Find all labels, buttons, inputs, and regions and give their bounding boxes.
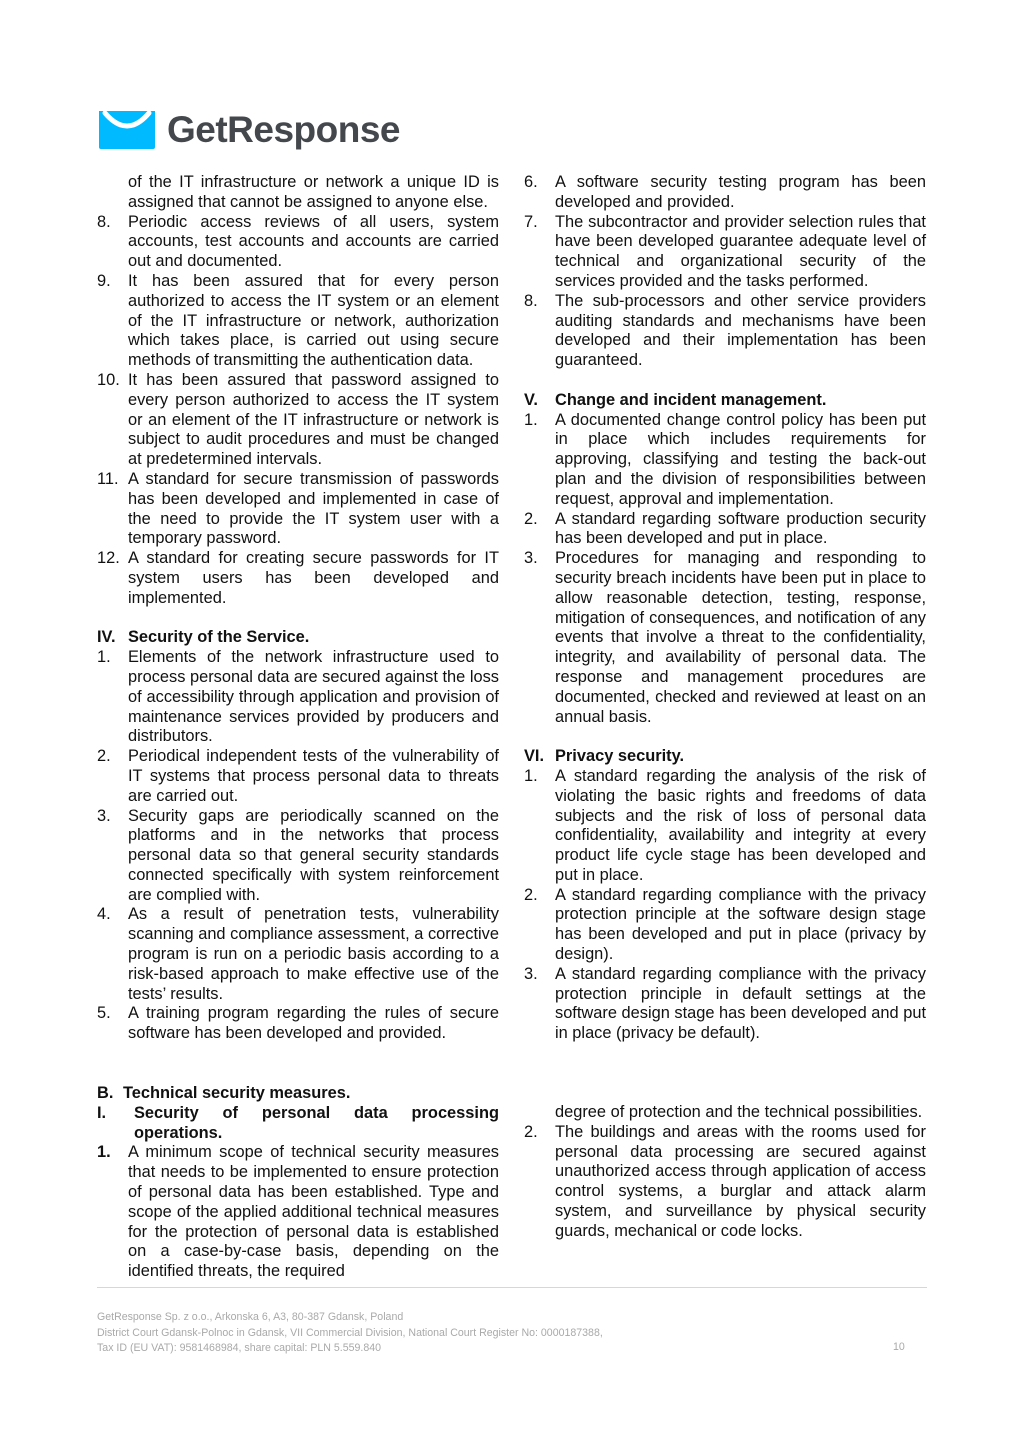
item-number: 2.	[524, 1122, 538, 1141]
section-number: V.	[524, 390, 538, 409]
item-number: 4.	[97, 905, 111, 924]
item-text: Elements of the network infrastructure used to process personal data are secured against the loss of accessibility through application and provision of maintenance services provided by producers and distributors.	[128, 648, 499, 746]
item-text: It has been assured that password assigned to every person authorized to access the IT system or an element of the IT infrastructure or network is subject to audit procedures and must be changed at predetermined intervals.	[128, 370, 499, 469]
footer-divider	[97, 1287, 927, 1288]
item-number: 1.	[524, 766, 538, 785]
list-item	[524, 1123, 926, 1242]
section-heading-b	[97, 1084, 499, 1104]
right-column	[524, 173, 926, 1044]
list-item	[524, 292, 926, 371]
list-item	[97, 272, 499, 371]
footer	[97, 1310, 603, 1357]
section-heading-i	[97, 1104, 499, 1144]
item-text: A standard regarding the analysis of the risk of violating the basic rights and freedoms of data subjects and the risk of loss of personal data confidentiality, availability and integrity at every product life cycle stage has been developed and put in place.	[555, 766, 926, 884]
list-item	[97, 648, 499, 747]
list-item	[97, 807, 499, 906]
page-number: 10	[893, 1341, 905, 1353]
item-number: 8.	[97, 212, 111, 231]
item-number: 7.	[524, 212, 538, 231]
brand-logo	[97, 108, 400, 152]
item-number: 10.	[97, 370, 120, 389]
list-item	[97, 371, 499, 470]
item-number: 1.	[97, 1143, 111, 1162]
list-item	[524, 213, 926, 292]
list-item	[97, 470, 499, 549]
item-number: 2.	[524, 509, 538, 528]
right-list-b	[524, 411, 926, 728]
item-text: Periodic access reviews of all users, system accounts, test accounts and accounts are carried out and documented.	[128, 212, 499, 271]
right-list-a	[524, 173, 926, 371]
list-item	[524, 411, 926, 510]
section-number: B.	[97, 1084, 114, 1102]
section-title: Privacy security.	[555, 747, 685, 766]
lower-left-column	[97, 1084, 499, 1282]
item-text: Periodical independent tests of the vulnerability of IT systems that process personal data to threats are carried out.	[128, 747, 499, 805]
item-text: A documented change control policy has been put in place which includes requirements for approving, classifying and testing the back-out plan and the division of responsibilities between request, approval and implementation.	[555, 410, 926, 508]
item-number: 2.	[524, 885, 538, 904]
item-number: 3.	[524, 549, 538, 568]
section-number: IV.	[97, 628, 116, 647]
item-text: The buildings and areas with the rooms used for personal data processing are secured against unauthorized access through application of access control systems, a burglar and attack alarm system, and surveillance by physical security guards, mechanical or code locks.	[555, 1122, 926, 1240]
item-text: The subcontractor and provider selection rules that have been developed guarantee adequate level of technical and organizational security of the services provided and the tasks performed.	[555, 212, 926, 290]
list-item	[97, 905, 499, 1004]
section-title: Technical security measures.	[123, 1084, 351, 1102]
item-number: 1.	[97, 648, 111, 667]
brand-name: GetResponse	[167, 109, 401, 150]
list-item	[524, 767, 926, 886]
lower-right-column	[524, 1103, 926, 1242]
list-item	[97, 213, 499, 272]
list-item	[524, 510, 926, 550]
list-item	[524, 965, 926, 1044]
item-text: A standard regarding compliance with the privacy protection principle at the software design stage has been developed and put in place (privacy by design).	[555, 885, 926, 964]
list-item	[97, 747, 499, 806]
item-text: A standard for creating secure passwords for IT system users has been developed and implemented.	[128, 549, 499, 607]
item-number: 1.	[524, 410, 538, 429]
item-text: A software security testing program has been developed and provided.	[555, 173, 926, 211]
item-text: It has been assured that for every person authorized to access the IT system or an element of the IT infrastructure or network, authorization which takes place, is carried out using secure methods of transmitting the authentication data.	[128, 271, 499, 370]
item-text: The sub-processors and other service providers auditing standards and mechanisms have been developed and their implementation has been guaranteed.	[555, 291, 926, 370]
item-number: 6.	[524, 173, 538, 191]
section-heading-vi	[524, 747, 926, 767]
section-number: VI.	[524, 747, 545, 766]
item-text: Security gaps are periodically scanned on the platforms and in the networks that process personal data so that general security standards connected specifically with system reinforcement are complied with.	[128, 806, 499, 904]
item-number: 11.	[97, 469, 119, 488]
item-number: 12.	[97, 549, 120, 568]
section-title: Security of the Service.	[128, 628, 310, 647]
section-title: Change and incident management.	[555, 390, 827, 409]
footer-address: GetResponse Sp. z o.o., Arkonska 6, A3, 80-387 Gdansk, Poland	[97, 1311, 404, 1323]
left-list-a	[97, 213, 499, 609]
list-item	[97, 1004, 499, 1044]
item-number: 3.	[524, 964, 538, 983]
item-number: 8.	[524, 291, 538, 310]
left-column	[97, 173, 499, 1044]
item-text: A standard for secure transmission of passwords has been developed and implemented in case of the need to provide the IT system user with a temporary password.	[128, 469, 499, 548]
continued-item-text: of the IT infrastructure or network a unique ID is assigned that cannot be assigned to anyone else.	[128, 173, 499, 211]
item-number: 2.	[97, 747, 111, 766]
list-item	[524, 886, 926, 965]
left-list-b	[97, 648, 499, 1044]
item-number: 5.	[97, 1004, 111, 1023]
continued-item-text: degree of protection and the technical possibilities.	[555, 1103, 923, 1121]
list-item	[524, 173, 926, 213]
right-list-c	[524, 767, 926, 1044]
section-number: I.	[97, 1103, 107, 1122]
list-item	[524, 549, 926, 727]
footer-court-registration: District Court Gdansk-Polnoc in Gdansk, VII Commercial Division, National Court Register No: 0000187388,	[97, 1326, 603, 1339]
item-number: 9.	[97, 271, 111, 290]
item-number: 3.	[97, 806, 111, 825]
footer-tax-id: Tax ID (EU VAT): 9581468984, share capital: PLN 5.559.840	[97, 1342, 382, 1354]
section-heading-iv	[97, 628, 499, 648]
list-item	[97, 549, 499, 608]
section-title: Security of personal data processing operations.	[134, 1103, 499, 1142]
item-text: Procedures for managing and responding to security breach incidents have been put in place to allow reasonable detection, testing, response, mitigation of consequences, and notification of any events that involve a threat to the confidentiality, integrity, and availability of personal data. The response and management procedures are documented, checked and reviewed at least on an annual basis.	[555, 549, 926, 726]
item-text: As a result of penetration tests, vulnerability scanning and compliance assessment, a corrective program is run on a periodic basis according to a risk-based approach to make effective use of the tests’ results.	[128, 905, 499, 1003]
item-text: A standard regarding software production security has been developed and put in place.	[555, 509, 926, 548]
envelope-logo-icon	[97, 109, 157, 151]
section-heading-v	[524, 391, 926, 411]
list-item	[97, 1143, 499, 1282]
item-text: A training program regarding the rules of secure software has been developed and provided.	[128, 1004, 499, 1043]
item-text: A standard regarding compliance with the privacy protection principle in default settings at the software design stage has been developed and put in place (privacy be default).	[555, 964, 926, 1043]
item-text: A minimum scope of technical security measures that needs to be implemented to ensure protection of personal data has been established. Type and scope of the applied additional technical measures for the protection of personal data is established on a case-by-case basis, depending on the identified threats, the required	[128, 1143, 499, 1281]
